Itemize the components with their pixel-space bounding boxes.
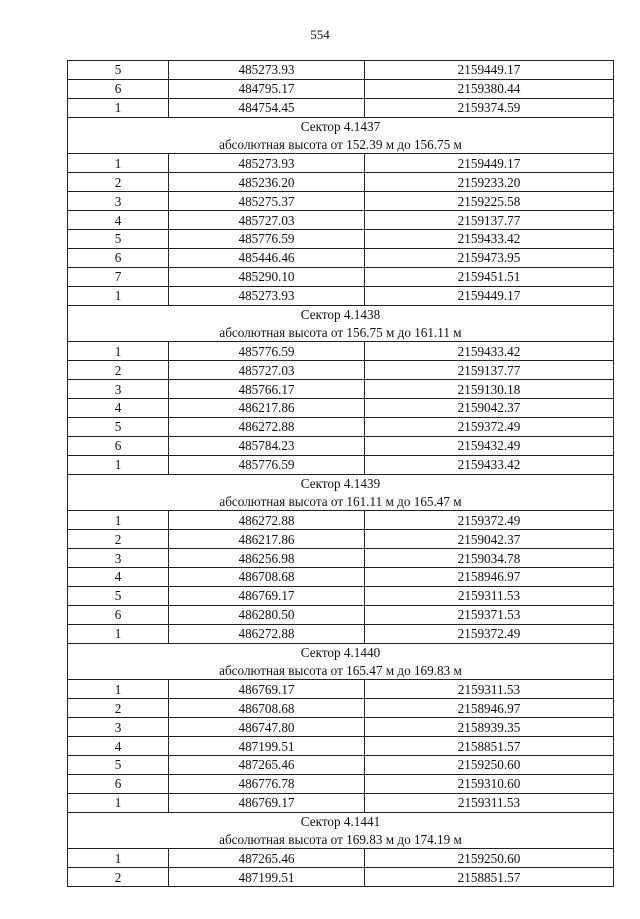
coordinate-x: 486280.50 [169,605,365,624]
coordinate-y: 2159371.53 [365,605,614,624]
coordinate-y: 2159473.95 [365,248,614,267]
sector-height-range: абсолютная высота от 161.11 м до 165.47 м [68,492,614,510]
coordinate-x: 486769.17 [169,586,365,605]
coordinate-x: 486217.86 [169,399,365,418]
coordinate-y: 2158851.57 [365,737,614,756]
coordinate-y: 2159432.49 [365,436,614,455]
table-row [68,737,614,756]
coordinate-y: 2158851.57 [365,868,614,887]
page-number: 554 [310,27,330,42]
coordinate-y: 2159233.20 [365,173,614,192]
coordinate-x: 485275.37 [169,192,365,211]
coordinate-y: 2159372.49 [365,417,614,436]
table-row [68,849,614,868]
coordinate-y: 2159449.17 [365,154,614,173]
table-row [68,267,614,286]
table-row [68,774,614,793]
coordinate-x: 486708.68 [169,699,365,718]
point-number: 1 [68,511,169,530]
table-row [68,192,614,211]
table-row [68,248,614,267]
coordinate-y: 2159137.77 [365,361,614,380]
sector-title-row [68,812,614,830]
table-row [68,361,614,380]
coordinate-y: 2159374.59 [365,98,614,117]
sector-title: Сектор 4.1437 [68,117,614,135]
coordinate-x: 486747.80 [169,718,365,737]
point-number: 2 [68,530,169,549]
point-number: 3 [68,380,169,399]
coordinate-y: 2159250.60 [365,849,614,868]
table-row [68,173,614,192]
coordinate-y: 2159137.77 [365,211,614,230]
coordinate-x: 485766.17 [169,380,365,399]
sector-title-row [68,474,614,492]
table-row [68,211,614,230]
coordinate-x: 486272.88 [169,511,365,530]
sector-height-range: абсолютная высота от 169.83 м до 174.19 м [68,831,614,849]
table-row [68,624,614,643]
coordinate-x: 487199.51 [169,737,365,756]
coordinate-y: 2159449.17 [365,286,614,305]
sector-title: Сектор 4.1439 [68,474,614,492]
sector-title-row [68,305,614,323]
table-row [68,417,614,436]
coordinates-table-body [68,61,614,887]
table-row [68,399,614,418]
point-number: 1 [68,455,169,474]
coordinate-y: 2159311.53 [365,793,614,812]
point-number: 2 [68,868,169,887]
coordinate-x: 486272.88 [169,624,365,643]
coordinate-x: 485446.46 [169,248,365,267]
table-row [68,605,614,624]
point-number: 6 [68,605,169,624]
sector-title: Сектор 4.1441 [68,812,614,830]
point-number: 1 [68,286,169,305]
coordinate-x: 486769.17 [169,793,365,812]
point-number: 1 [68,849,169,868]
coordinate-x: 486256.98 [169,549,365,568]
coordinate-x: 484754.45 [169,98,365,117]
coordinate-y: 2159034.78 [365,549,614,568]
table-row [68,98,614,117]
coordinate-y: 2159225.58 [365,192,614,211]
point-number: 4 [68,568,169,587]
coordinate-x: 487265.46 [169,849,365,868]
coordinate-y: 2159451.51 [365,267,614,286]
coordinate-x: 485776.59 [169,455,365,474]
point-number: 6 [68,248,169,267]
sector-height-row [68,662,614,680]
table-row [68,586,614,605]
coordinate-x: 485273.93 [169,61,365,80]
coordinate-y: 2159372.49 [365,624,614,643]
coordinate-x: 485776.59 [169,342,365,361]
coordinate-y: 2159310.60 [365,774,614,793]
coordinate-x: 485273.93 [169,286,365,305]
table-row [68,530,614,549]
table-row [68,680,614,699]
point-number: 3 [68,549,169,568]
coordinate-y: 2159449.17 [365,61,614,80]
point-number: 3 [68,192,169,211]
point-number: 7 [68,267,169,286]
point-number: 2 [68,361,169,380]
coordinate-x: 485727.03 [169,211,365,230]
point-number: 1 [68,624,169,643]
coordinate-x: 486217.86 [169,530,365,549]
coordinate-y: 2159433.42 [365,230,614,249]
table-row [68,79,614,98]
sector-title-row [68,117,614,135]
sector-height-row [68,136,614,154]
point-number: 1 [68,154,169,173]
point-number: 5 [68,230,169,249]
table-row [68,511,614,530]
point-number: 3 [68,718,169,737]
point-number: 5 [68,586,169,605]
coordinate-x: 485273.93 [169,154,365,173]
coordinate-x: 484795.17 [169,79,365,98]
table-row [68,342,614,361]
coordinate-x: 486272.88 [169,417,365,436]
point-number: 1 [68,98,169,117]
point-number: 6 [68,79,169,98]
table-row [68,286,614,305]
sector-title: Сектор 4.1438 [68,305,614,323]
coordinates-table [67,60,614,887]
coordinate-y: 2158946.97 [365,699,614,718]
table-row [68,568,614,587]
coordinate-y: 2159042.37 [365,530,614,549]
table-row [68,61,614,80]
table-row [68,755,614,774]
coordinate-x: 485727.03 [169,361,365,380]
sector-height-row [68,831,614,849]
sector-height-range: абсолютная высота от 152.39 м до 156.75 м [68,136,614,154]
point-number: 5 [68,755,169,774]
coordinate-y: 2159130.18 [365,380,614,399]
sector-height-row [68,323,614,341]
sector-title: Сектор 4.1440 [68,643,614,661]
coordinate-y: 2158939.35 [365,718,614,737]
point-number: 5 [68,417,169,436]
point-number: 4 [68,399,169,418]
coordinate-x: 485236.20 [169,173,365,192]
coordinate-x: 485776.59 [169,230,365,249]
coordinate-x: 487265.46 [169,755,365,774]
point-number: 2 [68,173,169,192]
coordinate-y: 2159250.60 [365,755,614,774]
sector-height-range: абсолютная высота от 156.75 м до 161.11 м [68,323,614,341]
coordinate-x: 486708.68 [169,568,365,587]
point-number: 6 [68,774,169,793]
point-number: 4 [68,737,169,756]
point-number: 1 [68,793,169,812]
coordinate-x: 486769.17 [169,680,365,699]
sector-title-row [68,643,614,661]
coordinate-y: 2158946.97 [365,568,614,587]
point-number: 6 [68,436,169,455]
sector-height-row [68,492,614,510]
table-row [68,230,614,249]
coordinate-x: 487199.51 [169,868,365,887]
coordinate-y: 2159433.42 [365,342,614,361]
coordinate-x: 485784.23 [169,436,365,455]
coordinate-y: 2159311.53 [365,680,614,699]
sector-height-range: абсолютная высота от 165.47 м до 169.83 м [68,662,614,680]
table-row [68,549,614,568]
table-row [68,380,614,399]
coordinate-y: 2159380.44 [365,79,614,98]
table-row [68,868,614,887]
point-number: 2 [68,699,169,718]
table-row [68,793,614,812]
coordinate-y: 2159372.49 [365,511,614,530]
coordinate-x: 485290.10 [169,267,365,286]
coordinate-y: 2159433.42 [365,455,614,474]
table-row [68,718,614,737]
table-row [68,455,614,474]
coordinate-y: 2159311.53 [365,586,614,605]
point-number: 5 [68,61,169,80]
point-number: 1 [68,342,169,361]
table-row [68,154,614,173]
table-row [68,699,614,718]
point-number: 4 [68,211,169,230]
point-number: 1 [68,680,169,699]
table-row [68,436,614,455]
coordinate-x: 486776.78 [169,774,365,793]
coordinate-y: 2159042.37 [365,399,614,418]
